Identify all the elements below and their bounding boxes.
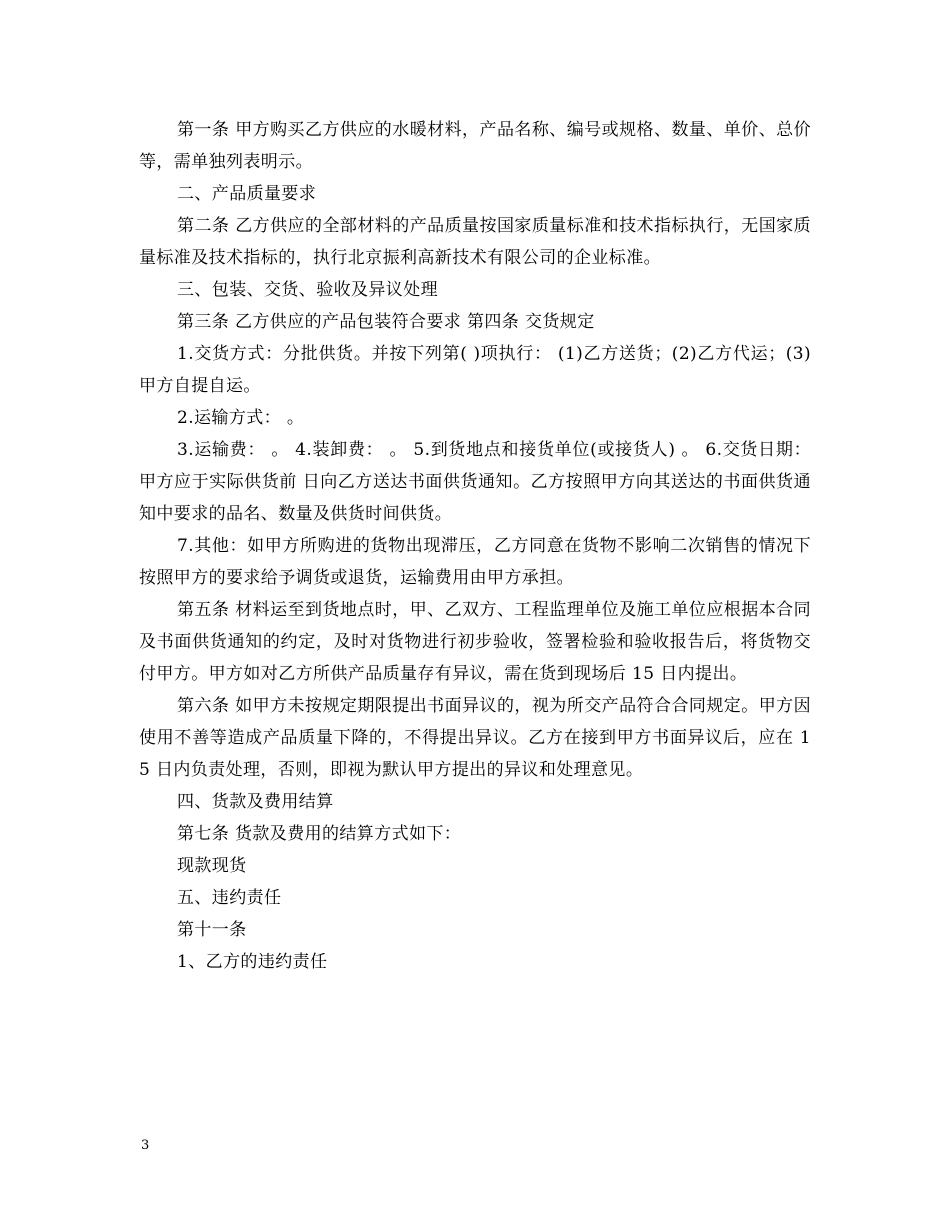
paragraph-transport-fees-date: 3.运输费： 。 4.装卸费： 。 5.到货地点和接货单位(或接货人) 。 6.交货日期：甲方应于实际供货前 日向乙方送达书面供货通知。乙方按照甲方向其送达的书面供货通知中要求的品名、数量及供货时间供货。 (139, 440, 811, 524)
paragraph-article-5: 第五条 材料运至到货地点时，甲、乙双方、工程监理单位及施工单位应根据本合同及书面供货通知的约定，及时对货物进行初步验收，签署检验和验收报告后，将货物交付甲方。甲方如对乙方所供产品质量存有异议，需在货到现场后 15 日内提出。 (139, 600, 811, 684)
section-heading-packaging-delivery: 三、包装、交货、验收及异议处理 (177, 280, 438, 300)
document-body (139, 114, 811, 978)
page-number: 3 (141, 1138, 150, 1153)
paragraph-article-11: 第十一条 (177, 920, 247, 940)
section-heading-quality: 二、产品质量要求 (177, 184, 317, 204)
paragraph-transport-method: 2.运输方式： 。 (177, 408, 305, 428)
paragraph-article-1: 第一条 甲方购买乙方供应的水暖材料，产品名称、编号或规格、数量、单价、总价等，需单独列表明示。 (139, 120, 811, 172)
paragraph-article-2: 第二条 乙方供应的全部材料的产品质量按国家质量标准和技术指标执行，无国家质量标准及技术指标的，执行北京振利高新技术有限公司的企业标准。 (139, 216, 811, 268)
paragraph-article-6: 第六条 如甲方未按规定期限提出书面异议的，视为所交产品符合合同规定。甲方因使用不善等造成产品质量下降的，不得提出异议。乙方在接到甲方书面异议后，应在 15 日内负责处理，否则，即视为默认甲方提出的异议和处理意见。 (139, 696, 811, 780)
paragraph-other-terms: 7.其他：如甲方所购进的货物出现滞压，乙方同意在货物不影响二次销售的情况下按照甲方的要求给予调货或退货，运输费用由甲方承担。 (139, 536, 811, 588)
paragraph-delivery-method: 1.交货方式：分批供货。并按下列第( )项执行： (1)乙方送货；(2)乙方代运；(3)甲方自提自运。 (139, 344, 811, 396)
section-heading-payment: 四、货款及费用结算 (177, 792, 334, 812)
paragraph-cash-on-delivery: 现款现货 (177, 856, 247, 876)
section-heading-liability: 五、违约责任 (177, 888, 282, 908)
paragraph-article-3-4: 第三条 乙方供应的产品包装符合要求 第四条 交货规定 (177, 312, 595, 332)
paragraph-party-b-liability: 1、乙方的违约责任 (177, 952, 328, 972)
paragraph-article-7: 第七条 货款及费用的结算方式如下： (177, 824, 462, 844)
